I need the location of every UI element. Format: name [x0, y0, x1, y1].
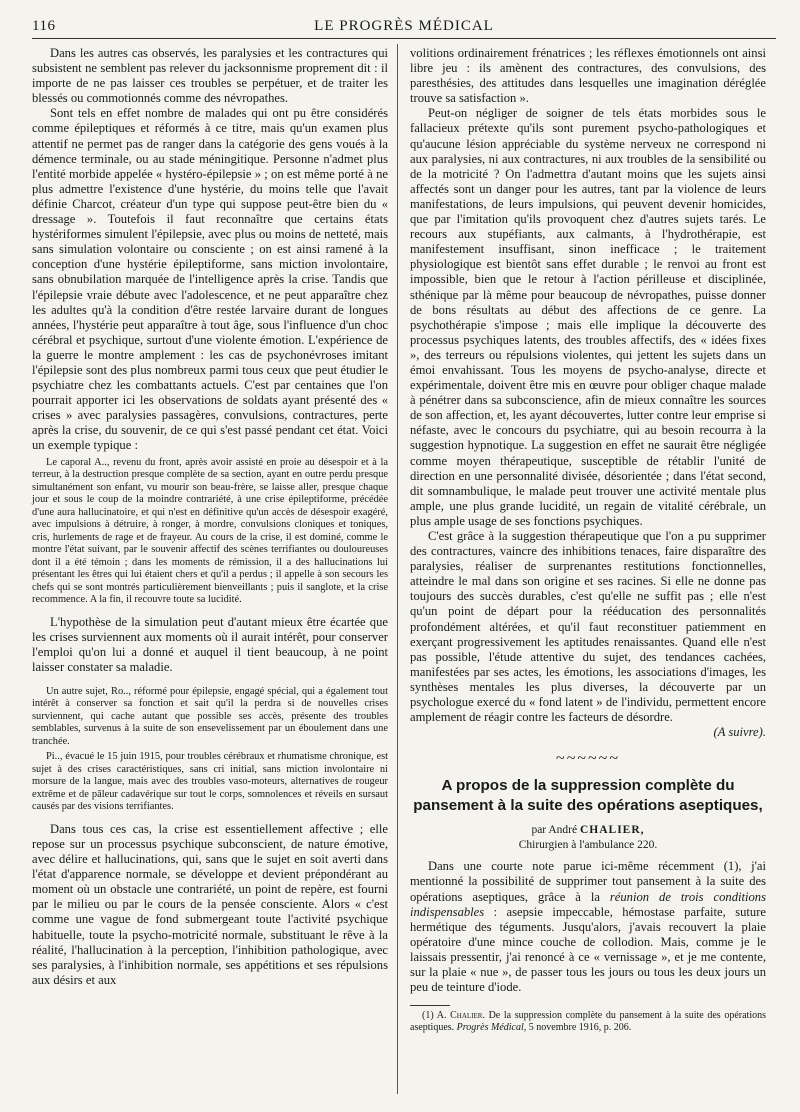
to-be-continued: (A suivre).	[713, 725, 766, 740]
header-rule	[32, 38, 776, 39]
article-text-b: : asepsie impeccable, hémostase parfaite, suture hermétique des téguments. Jusqu'alors, j'avais recouvert la plaie opératoire d'une mince couche de collodion. Mais, comme je le laissais pressentir, j'ai renoncé à ce « vernissage », et je me contente, sur la plaie « nue », de passer tous les jours ou tous les deux jours un peu de teinture d'iode.	[410, 904, 766, 995]
left-paragraph: Sont tels en effet nombre de malades qui ont pu être considérés comme épileptiques et réformés à ce titre, mais qu'un examen plus attentif ne permet pas de ranger dans la catégorie des gens voués à la démence terminale, ou au stade méningitique. Personne n'admet plus l'entité morbide appelée « hystéro-épilepsie » ; on est même porté à ne plus admettre l'existence d'une hystérie, du moins telle que l'avait définie Charcot, créateur d'un type qui suppose peut-être bien du « dressage ». Toutefois il faut reconnaître que certains états hystériformes simulent l'épilepsie, avec plus ou moins de netteté, mais sans simulation volontaire ou consciente ; on est ainsi ramené à la conception d'une hystérie épileptiforme, sans miction involontaire, sans obnubilation marquée de l'intelligence après la crise. Tandis que l'épilepsie vraie débute avec l'adolescence, et ne peut apparaître chez les adultes qu'à la condition d'être restée larvaire durant de longues années, l'hystérie peut apparaître à tout âge, sous l'influence d'un choc cérébral et psychique, surtout d'une violente émotion. L'expérience de la guerre le montre amplement : les cas de psychonévroses imitant l'épilepsie sont des plus nombreux parmi tous ceux que peut étudier le psychiatre chez les combattants actuels. C'est par centaines que l'on pourrait apporter ici les observations de soldats ayant présenté des « crises » avec paralysies passagères, convulsions, contractures, perte après la crise, du souvenir, de ce qui s'est passé pendant cet état. Voici un exemple typique :	[32, 106, 388, 453]
left-case-note: Un autre sujet, Ro.., réformé pour épilepsie, engagé spécial, qui a également tout intérêt à conserver sa fonction et sait qu'il la perdra si de nouvelles crises surviennent, qui cache autant que possible ses accès, présente des troubles semblables, survenus à la suite de son ensevelissement par un éboulement dans une tranchée.	[32, 685, 388, 747]
journal-title: LE PROGRÈS MÉDICAL	[314, 18, 494, 34]
article-text-italic: réunion de trois conditions indispensables	[410, 889, 766, 919]
footnote-rule	[410, 1005, 450, 1006]
right-column-text	[410, 46, 766, 725]
article-title-line-1: A propos de la suppression complète du	[441, 777, 735, 795]
left-case-note: Pi.., évacué le 15 juin 1915, pour troubles cérébraux et rhumatisme chronique, est sujet à des crises caractéristiques, sans cri initial, sans miction involontaire ni morsure de la langue, mais avec des troubles vaso-moteurs, alternatives de rougeur extrême et de pâleur cadavérique sur tout le corps, somnolences et réveils en sursaut causés par des visions terrifiantes.	[32, 751, 388, 813]
article-title-line-2: pansement à la suite des opérations aseptiques,	[413, 797, 763, 815]
left-column	[32, 46, 388, 988]
article-paragraph	[410, 859, 766, 995]
left-paragraph: L'hypothèse de la simulation peut d'autant mieux être écartée que les crises surviennent aux moments où il aurait intérêt, pour conserver l'emploi qu'on lui a donné et auquel il tient beaucoup, à ne point laisser constater sa maladie.	[32, 614, 388, 674]
section-ornament: ~~~~~~	[556, 750, 620, 768]
right-paragraph: Peut-on négliger de soigner de tels états morbides sous le fallacieux prétexte qu'ils sont purement psycho-pathologiques et qu'aucune lésion appréciable du système nerveux ne correspond ni aux paralysies, ni aux contractures, ni aux troubles de la sensibilité ou de la motricité ? On l'admettra d'autant moins que les sujets ainsi affectés sont un danger pour les autres, tant par la violence de leurs manifestations, de leurs impulsions, qui peuvent devenir homicides, que par l'imitation qu'ils provoquent chez d'autres sujets tarés. Le recours aux stupéfiants, aux calmants, à l'hydrothérapie, est manifestement insuffisant, sinon inefficace ; le traitement physiologique est bientôt sans effet durable ; le renvoi au front est impossible, bien que le retour à l'action périlleuse et disciplinée, sthénique par là même pour beaucoup de névropathes, puisse donner de bons résultats au début des affections de ce genre. La psychothérapie s'impose ; mais elle implique la découverte des processus psychiques latents, des troubles affectifs, des « idées fixes », des terreurs ou répulsions violentes, qui jettent les sujets dans un émoi envahissant. Tous les moyens de psycho-analyse, directe et expérimentale, doivent être mis en œuvre pour obliger chaque malade à pénétrer dans sa subconscience, afin de mieux connaître les sources de son affection, et, les ayant découvertes, lutter contre leur emprise si néfaste, avec le concours du psychiatre, qui au besoin recourra à la suggestion hypnotique. La suggestion en effet ne saurait être négligée comme moyen thérapeutique, susceptible de rétablir l'unité de direction en une personnalité divisée, désorientée ; dans l'état second, dit somnambulique, le malade peut trouver une activité mentale plus ample, une plus grande lucidité, un regain de vitalité cérébrale, un plus ample usage de ses fonctions psychiques.	[410, 106, 766, 528]
footnote-marker: (1) A.	[422, 1010, 447, 1022]
article-byline	[410, 824, 766, 836]
left-paragraph: Dans tous ces cas, la crise est essentiellement affective ; elle repose sur un processus psychique subconscient, de nature émotive, avec délire et hallucinations, qui, sans que le sujet en soit averti dans l'état d'apparence normale, se développe et devient prépondérant au moment où un obstacle une contrariété, un point de repère, est fourni par le milieu ou par le cours de la pensée consciente. Alors « c'est comme une vague de fond submergeant toute l'activité psychique habituelle, toute la psycho-motricité normale, substituant le rêve à la réalité, l'hallucination à la perception, l'inhibition pathologique, avec ses paralysies, à l'inhibition normale, ses appétitions et ses répulsions aux désirs et aux	[32, 821, 388, 987]
right-paragraph: volitions ordinairement frénatrices ; les réflexes émotionnels ont ainsi libre jeu : ils amènent des contractures, des convulsions, des paresthésies, des attitudes dans lesquelles une imagination déréglée trouve sa satisfaction ».	[410, 46, 766, 106]
left-case-note: Le caporal A.., revenu du front, après avoir assisté en proie au désespoir et à la terreur, à la destruction presque complète de sa section, ayant en outre perdu presque simultanément son enfant, vu mourir son beau-frère, se laisse aller, presque chaque jour et sous le coup de la moindre contrariété, à une crise épileptiforme, précédée d'une aura hallucinatoire, et qui n'est en définitive qu'un accès de désespoir exagéré, avec impulsions à détruire, à ronger, à mordre, convulsions cloniques et toniques, cris, hurlements de rage et de frayeur. Au cours de la crise, il est dominé, comme le montre l'état suivant, par le souvenir affectif des scènes terrifiantes ou douloureuses dont il a été témoin ; dans les moments de rémission, il a des hallucinations lui présentant les êtres qui lui étaient chers et qu'il a perdus ; il appelle à son secours les chefs qui se sont montrés particulièrement bienveillants ; puis il sanglote, et la crise recommence. A la fin, il recouvre toute sa lucidité.	[32, 456, 388, 606]
article-title	[410, 776, 766, 816]
page-header	[32, 16, 776, 38]
author-affiliation: Chirurgien à l'ambulance 220.	[518, 839, 658, 852]
column-divider	[397, 44, 398, 1094]
footnote-text-b: 5 novembre 1916, p. 206.	[526, 1022, 632, 1034]
footnote	[410, 1010, 766, 1034]
right-paragraph: C'est grâce à la suggestion thérapeutique que l'on a pu supprimer des contractures, vaincre des inhibitions tenaces, faire disparaître des paralysies, réaliser de surprenantes restitutions fonctionnelles, atteindre le mal dans son origine et ses racines. Si elle ne donne pas toujours des succès durables, c'est qu'elle ne suffit pas ; elle n'est qu'un point de départ pour la rééducation des personnalités profondément altérées, et qu'il faut reconstituer patiemment en exerçant progressivement les aptitudes renaissantes. Quand elle n'est pas possible, l'étude attentive du sujet, des tendances cachées, manifestées par ses actes, les émotions, les associations d'images, les synthèses mentales les plus diverses, la découverte par un psychologue exercé du « fond latent » de l'individu, permettent encore amplement de réagir contre les facteurs de désordre.	[410, 529, 766, 725]
footnote-text-a: De la suppression complète du pansement à la suite des opérations aseptiques.	[410, 1010, 766, 1034]
byline-prefix: par André	[531, 824, 578, 837]
footnote-author: Chalier.	[450, 1010, 485, 1022]
article-text-a: Dans une courte note parue ici-même récemment (1), j'ai mentionné la possibilité de supprimer tout pansement à la suite des opérations aseptiques, grâce à la	[410, 859, 766, 904]
footnote-journal: Progrès Médical,	[456, 1022, 527, 1034]
author-name: CHALIER,	[579, 824, 645, 837]
right-column	[410, 46, 766, 1034]
left-paragraph: Dans les autres cas observés, les paralysies et les contractures qui subsistent ne semblent pas relever du jacksonnisme proprement dit : il importe de ne pas laisser ces troubles se perpétuer, et de traiter les blessés ou commotionnés comme des névropathes.	[32, 46, 388, 106]
page-number: 116	[32, 18, 56, 34]
